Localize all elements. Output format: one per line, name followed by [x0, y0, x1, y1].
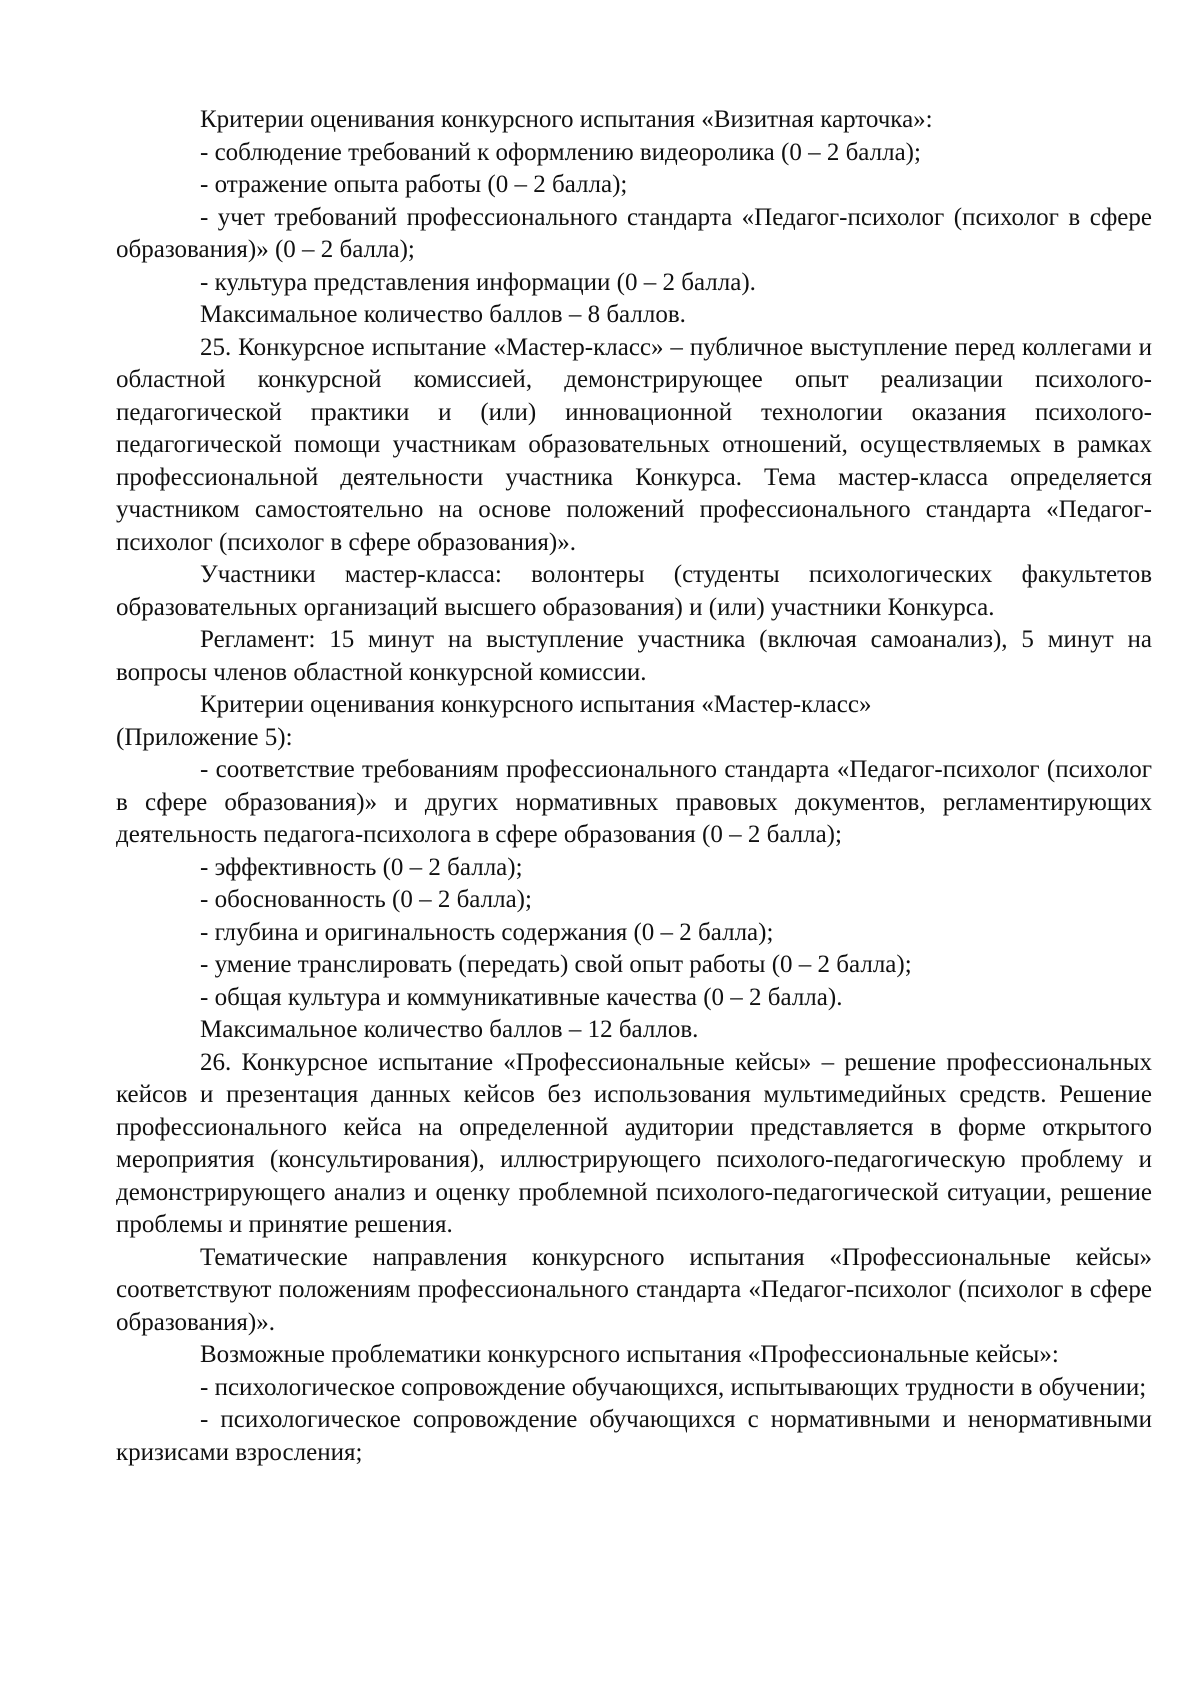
paragraph-max-score-card: Максимальное количество баллов – 8 баллов.: [200, 301, 686, 328]
paragraph-appendix-reference: (Приложение 5):: [116, 723, 293, 751]
paragraph-section-25: 25. Конкурсное испытание «Мастер-класс» – публичное выступление перед коллегами и областной конкурсной комиссией, демонстрирующее опыт реализации психолого-педагогической практики и (или) инновационной технологии оказания психолого-педагогической помощи участникам образовательных отношений, осуществляемых в рамках профессиональной деятельности участника Конкурса. Тема мастер-класса определяется участником самостоятельно на основе положений профессионального стандарта «Педагог-психолог (психолог в сфере образования)».: [116, 333, 1152, 556]
paragraph-section-26: 26. Конкурсное испытание «Профессиональные кейсы» – решение профессиональных кейсов и презентация данных кейсов без использования мультимедийных средств. Решение профессионального кейса на определенной аудитории представляется в форме открытого мероприятия (консультирования), иллюстрирующего психолого-педагогическую проблему и демонстрирующего анализ и оценку проблемной психолого-педагогической ситуации, решение проблемы и принятие решения.: [116, 1048, 1152, 1238]
paragraph-criteria-masterclass-item-4: - глубина и оригинальность содержания (0 – 2 балла);: [200, 918, 774, 946]
paragraph-criteria-masterclass-item-6: - общая культура и коммуникативные качества (0 – 2 балла).: [200, 983, 843, 1011]
paragraph-masterclass-participants: Участники мастер-класса: волонтеры (студенты психологических факультетов образовательных организаций высшего образования) и (или) участники Конкурса.: [116, 561, 1152, 621]
document-body: [116, 104, 1152, 1469]
paragraph-criteria-card-item-1: - соблюдение требований к оформлению видеоролика (0 – 2 балла);: [200, 138, 921, 166]
paragraph-case-problems-heading: Возможные проблематики конкурсного испытания «Профессиональные кейсы»:: [200, 1341, 1059, 1368]
paragraph-criteria-masterclass-item-2: - эффективность (0 – 2 балла);: [200, 853, 523, 881]
paragraph-criteria-card-heading: Критерии оценивания конкурсного испытания «Визитная карточка»:: [200, 106, 933, 133]
paragraph-max-score-masterclass: Максимальное количество баллов – 12 баллов.: [200, 1016, 699, 1043]
paragraph-masterclass-regulation: Регламент: 15 минут на выступление участника (включая самоанализ), 5 минут на вопросы членов областной конкурсной комиссии.: [116, 626, 1152, 686]
paragraph-criteria-card-item-3: - учет требований профессионального стандарта «Педагог-психолог (психолог в сфере образования)» (0 – 2 балла);: [116, 203, 1152, 263]
paragraph-criteria-card-item-2: - отражение опыта работы (0 – 2 балла);: [200, 171, 628, 198]
paragraph-case-problem-2: - психологическое сопровождение обучающихся с нормативными и ненормативными кризисами взросления;: [116, 1406, 1152, 1466]
paragraph-criteria-masterclass-item-1: - соответствие требованиям профессионального стандарта «Педагог-психолог (психолог в сфере образования)» и других нормативных правовых документов, регламентирующих деятельность педагога-психолога в сфере образования (0 – 2 балла);: [116, 756, 1152, 848]
paragraph-criteria-masterclass-heading: Критерии оценивания конкурсного испытания «Мастер-класс»: [200, 691, 872, 718]
paragraph-criteria-masterclass-item-3: - обоснованность (0 – 2 балла);: [200, 886, 532, 913]
paragraph-case-topics: Тематические направления конкурсного испытания «Профессиональные кейсы» соответствуют положениям профессионального стандарта «Педагог-психолог (психолог в сфере образования)».: [116, 1243, 1152, 1336]
paragraph-criteria-masterclass-item-5: - умение транслировать (передать) свой опыт работы (0 – 2 балла);: [200, 951, 912, 978]
paragraph-case-problem-1: - психологическое сопровождение обучающихся, испытывающих трудности в обучении;: [200, 1373, 1147, 1401]
paragraph-criteria-card-item-4: - культура представления информации (0 – 2 балла).: [200, 268, 756, 296]
